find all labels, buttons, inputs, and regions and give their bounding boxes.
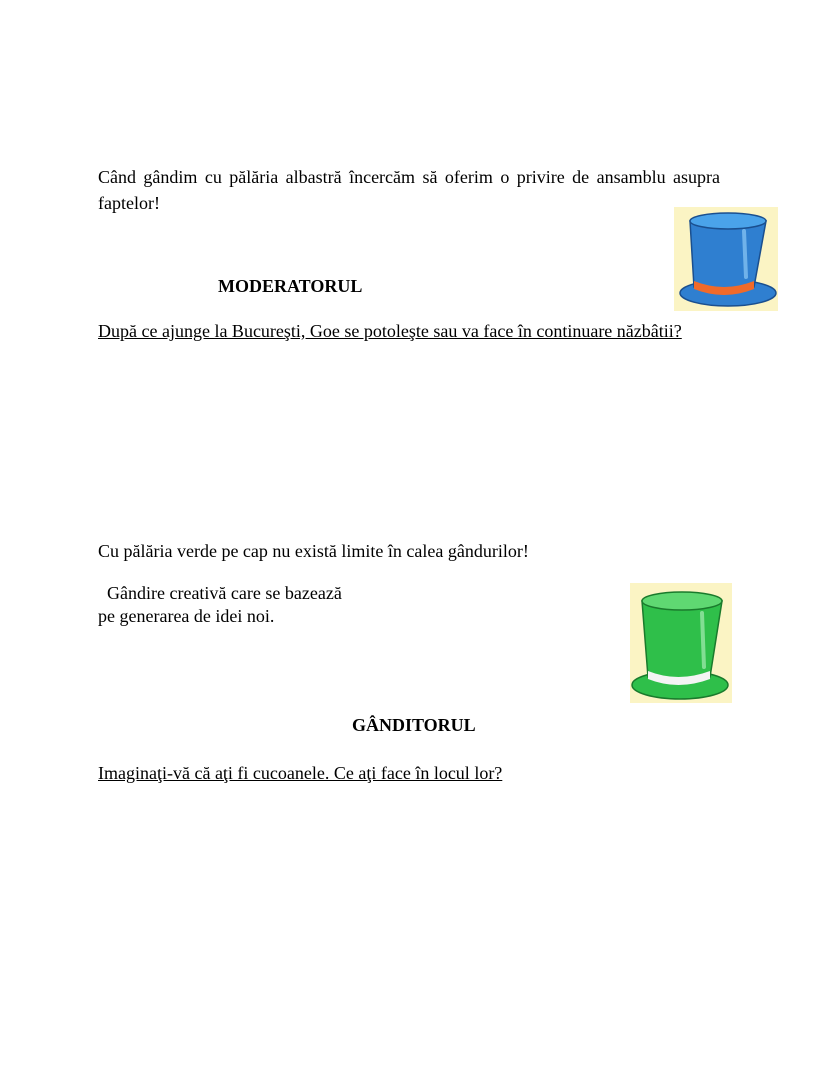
thinker-question: Imaginaţi-vă că aţi fi cucoanele. Ce aţi face în locul lor? <box>98 763 503 783</box>
blue-hat-intro: Când gândim cu pălăria albastră încercăm să oferim o privire de ansamblu asupra faptelor! <box>98 167 720 213</box>
moderator-heading: MODERATORUL <box>218 276 363 296</box>
green-top-hat-icon <box>630 583 732 703</box>
green-hat-intro: Cu pălăria verde pe cap nu există limite în calea gândurilor! <box>98 541 529 561</box>
thinker-heading: GÂNDITORUL <box>352 715 476 735</box>
green-hat-description-line2: pe generarea de idei noi. <box>98 606 275 626</box>
green-hat-description-line1: Gândire creativă care se bazează <box>107 583 342 603</box>
moderator-question: După ce ajunge la Bucureşti, Goe se potoleşte sau va face în continuare năzbâtii? <box>98 321 682 341</box>
blue-top-hat-icon <box>674 207 778 311</box>
